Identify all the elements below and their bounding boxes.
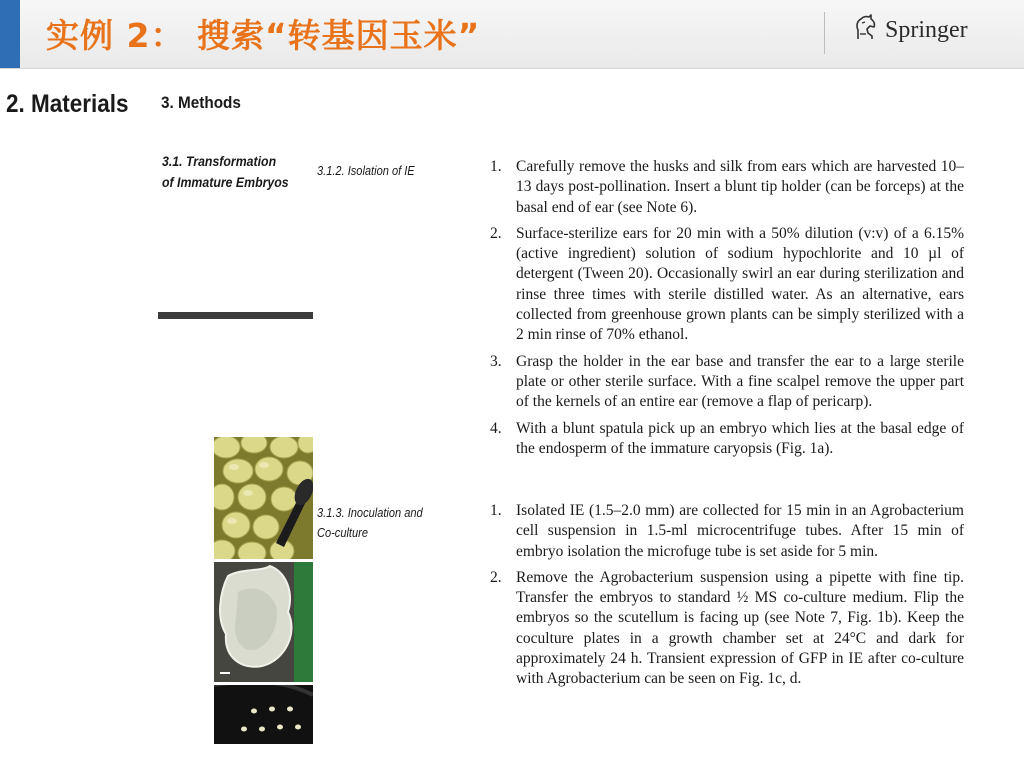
step-text: Isolated IE (1.5–2.0 mm) are collected for 15 min in an Agrobacterium cell suspension in 1.5-ml microcentrifuge tubes. After 15 min of embryo isolation the microfuge tube is set aside for 5 min. [516,502,964,560]
springer-horse-icon [852,14,878,46]
step-number: 1. [490,502,502,519]
subsection-313-line2: Co-culture [317,525,368,540]
redaction-bar [158,312,313,319]
step-text: Carefully remove the husks and silk from ears which are harvested 10–13 days post-pollination. Insert a blunt tip holder (can be forceps) at the basal end of ear (see Note 6). [516,158,964,216]
slide-title: 实例 2： 搜索“转基因玉米” [46,16,481,55]
header-accent-bar [0,0,20,68]
subsection-312-label: 3.1.2. Isolation of IE [317,163,415,178]
list-item [490,224,964,346]
subsection-31-line1: 3.1. Transformation [162,153,277,169]
step-number: 2. [490,568,502,586]
coculture-steps-list [490,501,964,696]
list-item [490,352,964,413]
section-materials-heading: 2. Materials [6,90,129,118]
subsection-313-label [317,503,423,543]
step-number: 4. [490,419,502,437]
step-number: 2. [490,224,502,242]
figure-photo-immature-embryo [214,562,313,682]
springer-wordmark: Springer [885,16,968,43]
step-number: 1. [490,158,502,175]
list-item [490,419,964,460]
figure-photo-coculture-plate [214,685,313,744]
isolation-steps-list [490,157,964,465]
subsection-31-line2: of Immature Embryos [162,174,289,190]
list-item [490,501,964,562]
step-text: With a blunt spatula pick up an embryo which lies at the basal edge of the endosperm of the immature caryopsis (Fig. 1a). [516,419,964,457]
slide-header [0,0,1024,69]
step-number: 3. [490,352,502,370]
section-methods-heading: 3. Methods [161,93,241,112]
list-item [490,568,964,690]
figure-photo-maize-kernels [214,437,313,559]
step-text: Grasp the holder in the ear base and transfer the ear to a large sterile plate or other sterile surface. With a fine scalpel remove the upper part of the kernels of an entire ear (remove a flap of pericarp). [516,352,964,411]
step-text: Surface-sterilize ears for 20 min with a 50% dilution (v:v) of a 6.15% (active ingredient) solution of sodium hypochlorite and 10 µl of detergent (Tween 20). Occasionally swirl an ear during sterilization and rinse three times with sterile distilled water. As an alternative, ears collected from greenhouse grown plants can be simply sterilized with a 2 min rinse of 70% ethanol. [516,224,964,344]
subsection-31-heading [162,151,289,193]
header-divider [824,12,825,54]
list-item [490,157,964,218]
subsection-313-line1: 3.1.3. Inoculation and [317,505,423,520]
springer-logo [852,14,968,46]
step-text: Remove the Agrobacterium suspension using a pipette with fine tip. Transfer the embryos to standard ½ MS co-culture medium. Flip the embryos so the scutellum is facing up (see Note 7, Fig. 1b). Keep the coculture plates in a growth chamber set at 24°C and dark for approximately 24 h. Transient expression of GFP in IE after co-culture with Agrobacterium can be seen on Fig. 1c, d. [516,568,964,688]
